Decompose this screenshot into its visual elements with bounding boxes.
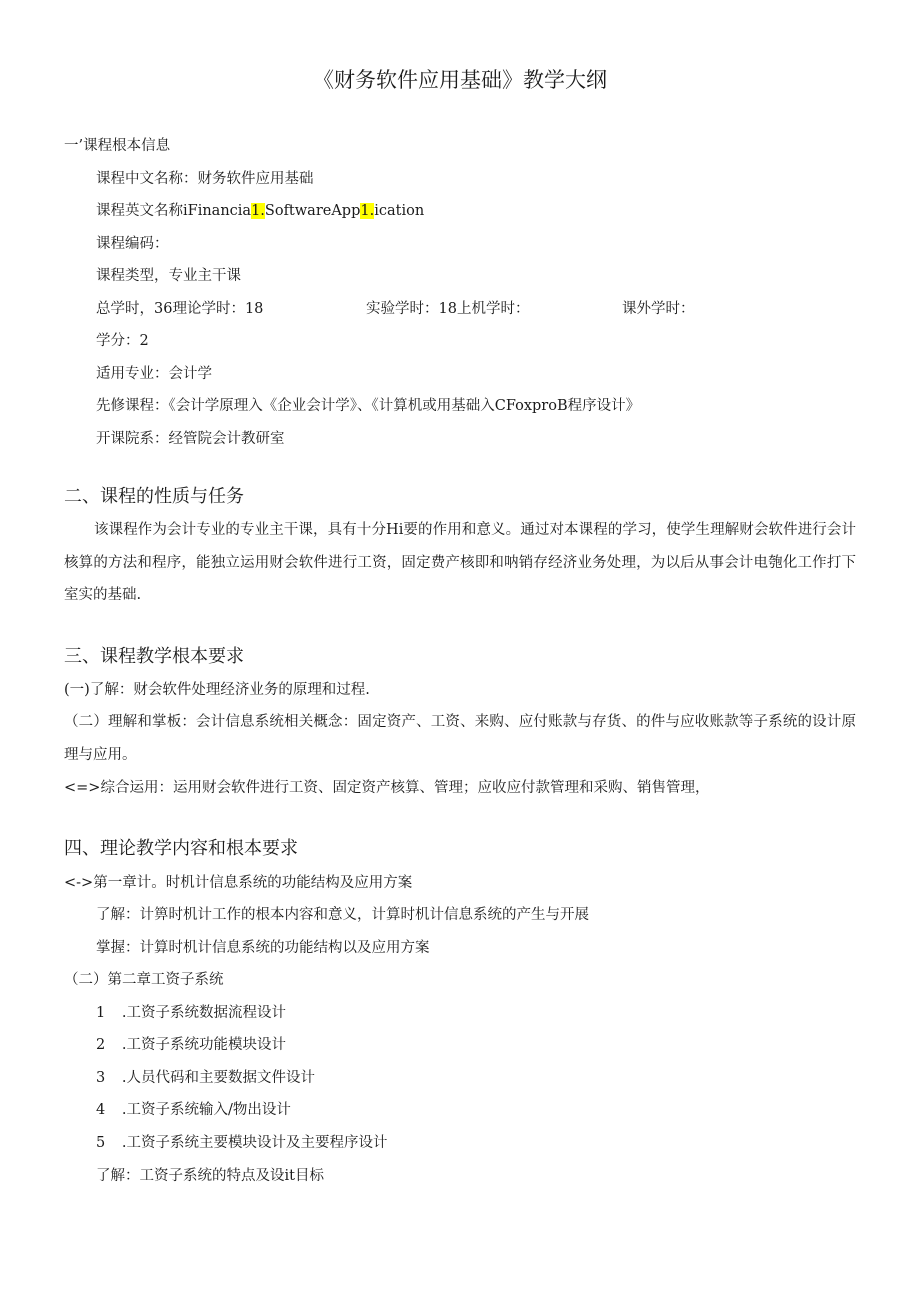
course-code: 课程编码： [96,236,169,252]
list-item [96,1003,286,1023]
list-item-number: 3 [96,1070,106,1086]
course-type: 课程类型，专业主干课 [96,268,241,284]
list-item-number: 4 [96,1102,106,1118]
section-2-paragraph: 该课程作为会计专业的专业主干课，具有十分Hi要的作用和意义。通过对本课程的学习，使学生理解财会软件进行会计核算的方法和程序，能独立运用财会软件进行工资，固定费产核即和呐销存经济业务处理，为以后从事会计电匏化工作打下室实的基础. [64,522,856,603]
chapter-1-master: 掌握：计算时机计信息系统的功能结构以及应用方案 [96,940,430,956]
document-title: 《财务软件应用基础》教学大纲 [313,68,607,92]
prerequisites: 先修课程：《会计学原理入《企业会计学》、《计算机或用基础入CFoxproB程序设计》 [96,398,641,414]
section-1-heading: 一’课程根本信息 [64,138,171,154]
section-3-heading: 三、课程教学根本要求 [64,646,244,667]
section-2-heading: 二、课程的性质与任务 [64,486,244,507]
list-item-number: 2 [96,1037,106,1053]
list-item-text: .人员代码和主要数据文件设计 [121,1070,315,1086]
applicable-major: 适用专业：会计学 [96,366,212,382]
english-name-part-2: SoftwareApp [264,203,361,219]
total-hours: 总学时，36理论学时：18 [96,301,264,317]
course-chinese-name: 课程中文名称：财务软件应用基础 [96,171,314,187]
list-item-text: .工资子系统功能模块设计 [121,1037,286,1053]
english-name-part-1: 课程英文名称iFinancia [96,203,252,219]
chapter-2-title: （二）第二章工资子系统 [64,972,224,988]
list-item [96,1035,286,1055]
chapter-2-understand: 了解：工资子系统的特点及设it目标 [96,1168,324,1184]
requirement-1: (一)了解：财会软件处理经济业务的原理和过程. [64,682,370,698]
section-4-heading: 四、理论教学内容和根本要求 [64,838,298,859]
english-name-part-3: ication [374,203,425,219]
requirement-3: <=>综合运用：运用财会软件进行工资、固定资产核算、管理；应收应付款管理和采购、销售管理， [64,780,710,796]
list-item-text: .工资子系统输入/物出设计 [121,1102,291,1118]
list-item-text: .工资子系统数据流程设计 [121,1005,286,1021]
course-english-name [96,201,424,221]
credits: 学分：2 [96,333,149,349]
list-item [96,1100,291,1120]
chapter-1-understand: 了解：计箅时机计工作的根本内容和意义，计算时机计信息系统的产生与开展 [96,907,589,923]
list-item-number: 1 [96,1005,106,1021]
chapter-1-title: <->第一章计。时机计信息系统的功能结构及应用方案 [64,875,413,891]
extra-hours: 课外学时： [622,301,695,317]
highlight-2: 1. [360,203,375,219]
lab-hours: 实验学时：18上机学时： [366,301,530,317]
department: 开课院系：经管院会计教研室 [96,431,285,447]
list-item [96,1068,315,1088]
highlight-1: 1. [251,203,265,219]
list-item-text: .工资子系统主要模块设计及主要程序设计 [121,1135,388,1151]
list-item [96,1133,387,1153]
requirement-2: （二）理解和掌板：会计信息系统相关概念：固定资产、工资、来购、应付账款与存货、的件与应收账款等子系统的设计原理与应用。 [64,714,856,763]
list-item-number: 5 [96,1135,106,1151]
